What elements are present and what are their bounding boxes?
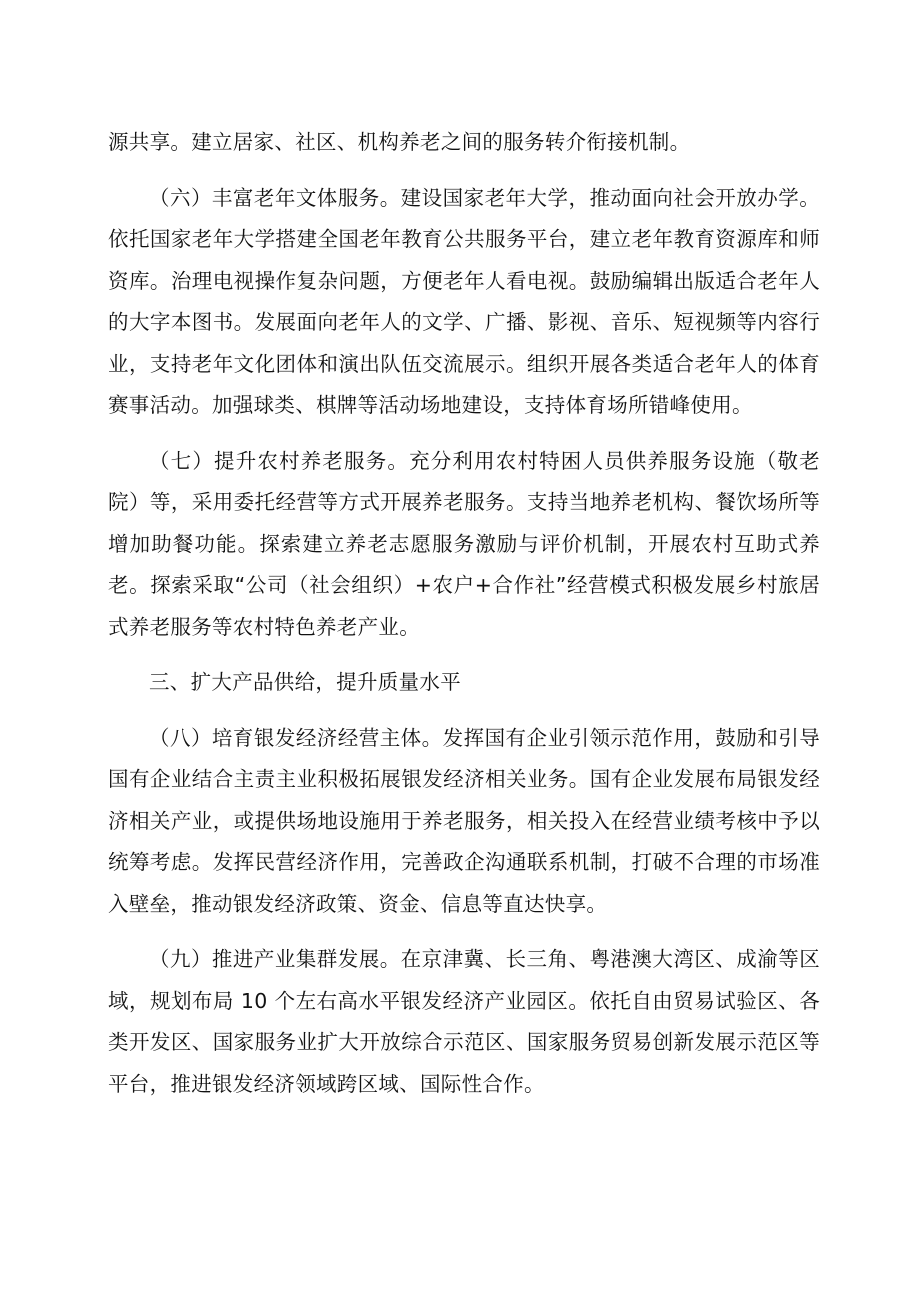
document-page bbox=[108, 122, 820, 1107]
paragraph-rural-elderly-services: （七）提升农村养老服务。充分利用农村特困人员供养服务设施（敬老院）等，采用委托经营等方式开展养老服务。支持当地养老机构、餐饮场所等增加助餐功能。探索建立养老志愿服务激励与评价机制，开展农村互助式养老。探索采取“公司（社会组织）+农户+合作社”经营模式积极发展乡村旅居式养老服务等农村特色养老产业。 bbox=[108, 448, 820, 639]
paragraph-gap bbox=[108, 650, 820, 662]
paragraph-gap bbox=[108, 429, 820, 441]
paragraph-gap bbox=[108, 166, 820, 178]
paragraph-gap bbox=[108, 927, 820, 939]
paragraph-silver-economy-entities: （八）培育银发经济经营主体。发挥国有企业引领示范作用，鼓励和引导国有企业结合主责主业积极拓展银发经济相关业务。国有企业发展布局银发经济相关产业，或提供场地设施用于养老服务，相关投入在经营业绩考核中予以统筹考虑。发挥民营经济作用，完善政企沟通联系机制，打破不合理的市场准入壁垒，推动银发经济政策、资金、信息等直达快享。 bbox=[108, 725, 820, 916]
section-heading: 三、扩大产品供给，提升质量水平 bbox=[149, 670, 461, 694]
paragraph-gap bbox=[108, 706, 820, 718]
paragraph-industry-clusters: （九）推进产业集群发展。在京津冀、长三角、粤港澳大湾区、成渝等区域，规划布局 10 个左右高水平银发经济产业园区。依托自由贸易试验区、各类开发区、国家服务业扩大开放综合示范区、国家服务贸易创新发展示范区等平台，推进银发经济领域跨区域、国际性合作。 bbox=[108, 947, 820, 1096]
paragraph-continuation: 源共享。建立居家、社区、机构养老之间的服务转介衔接机制。 bbox=[108, 130, 691, 154]
paragraph-culture-sports-services: （六）丰富老年文体服务。建设国家老年大学，推动面向社会开放办学。依托国家老年大学搭建全国老年教育公共服务平台，建立老年教育资源库和师资库。治理电视操作复杂问题，方便老年人看电视。鼓励编辑出版适合老年人的大字本图书。发展面向老年人的文学、广播、影视、音乐、短视频等内容行业，支持老年文化团体和演出队伍交流展示。组织开展各类适合老年人的体育赛事活动。加强球类、棋牌等活动场地建设，支持体育场所错峰使用。 bbox=[108, 185, 820, 417]
